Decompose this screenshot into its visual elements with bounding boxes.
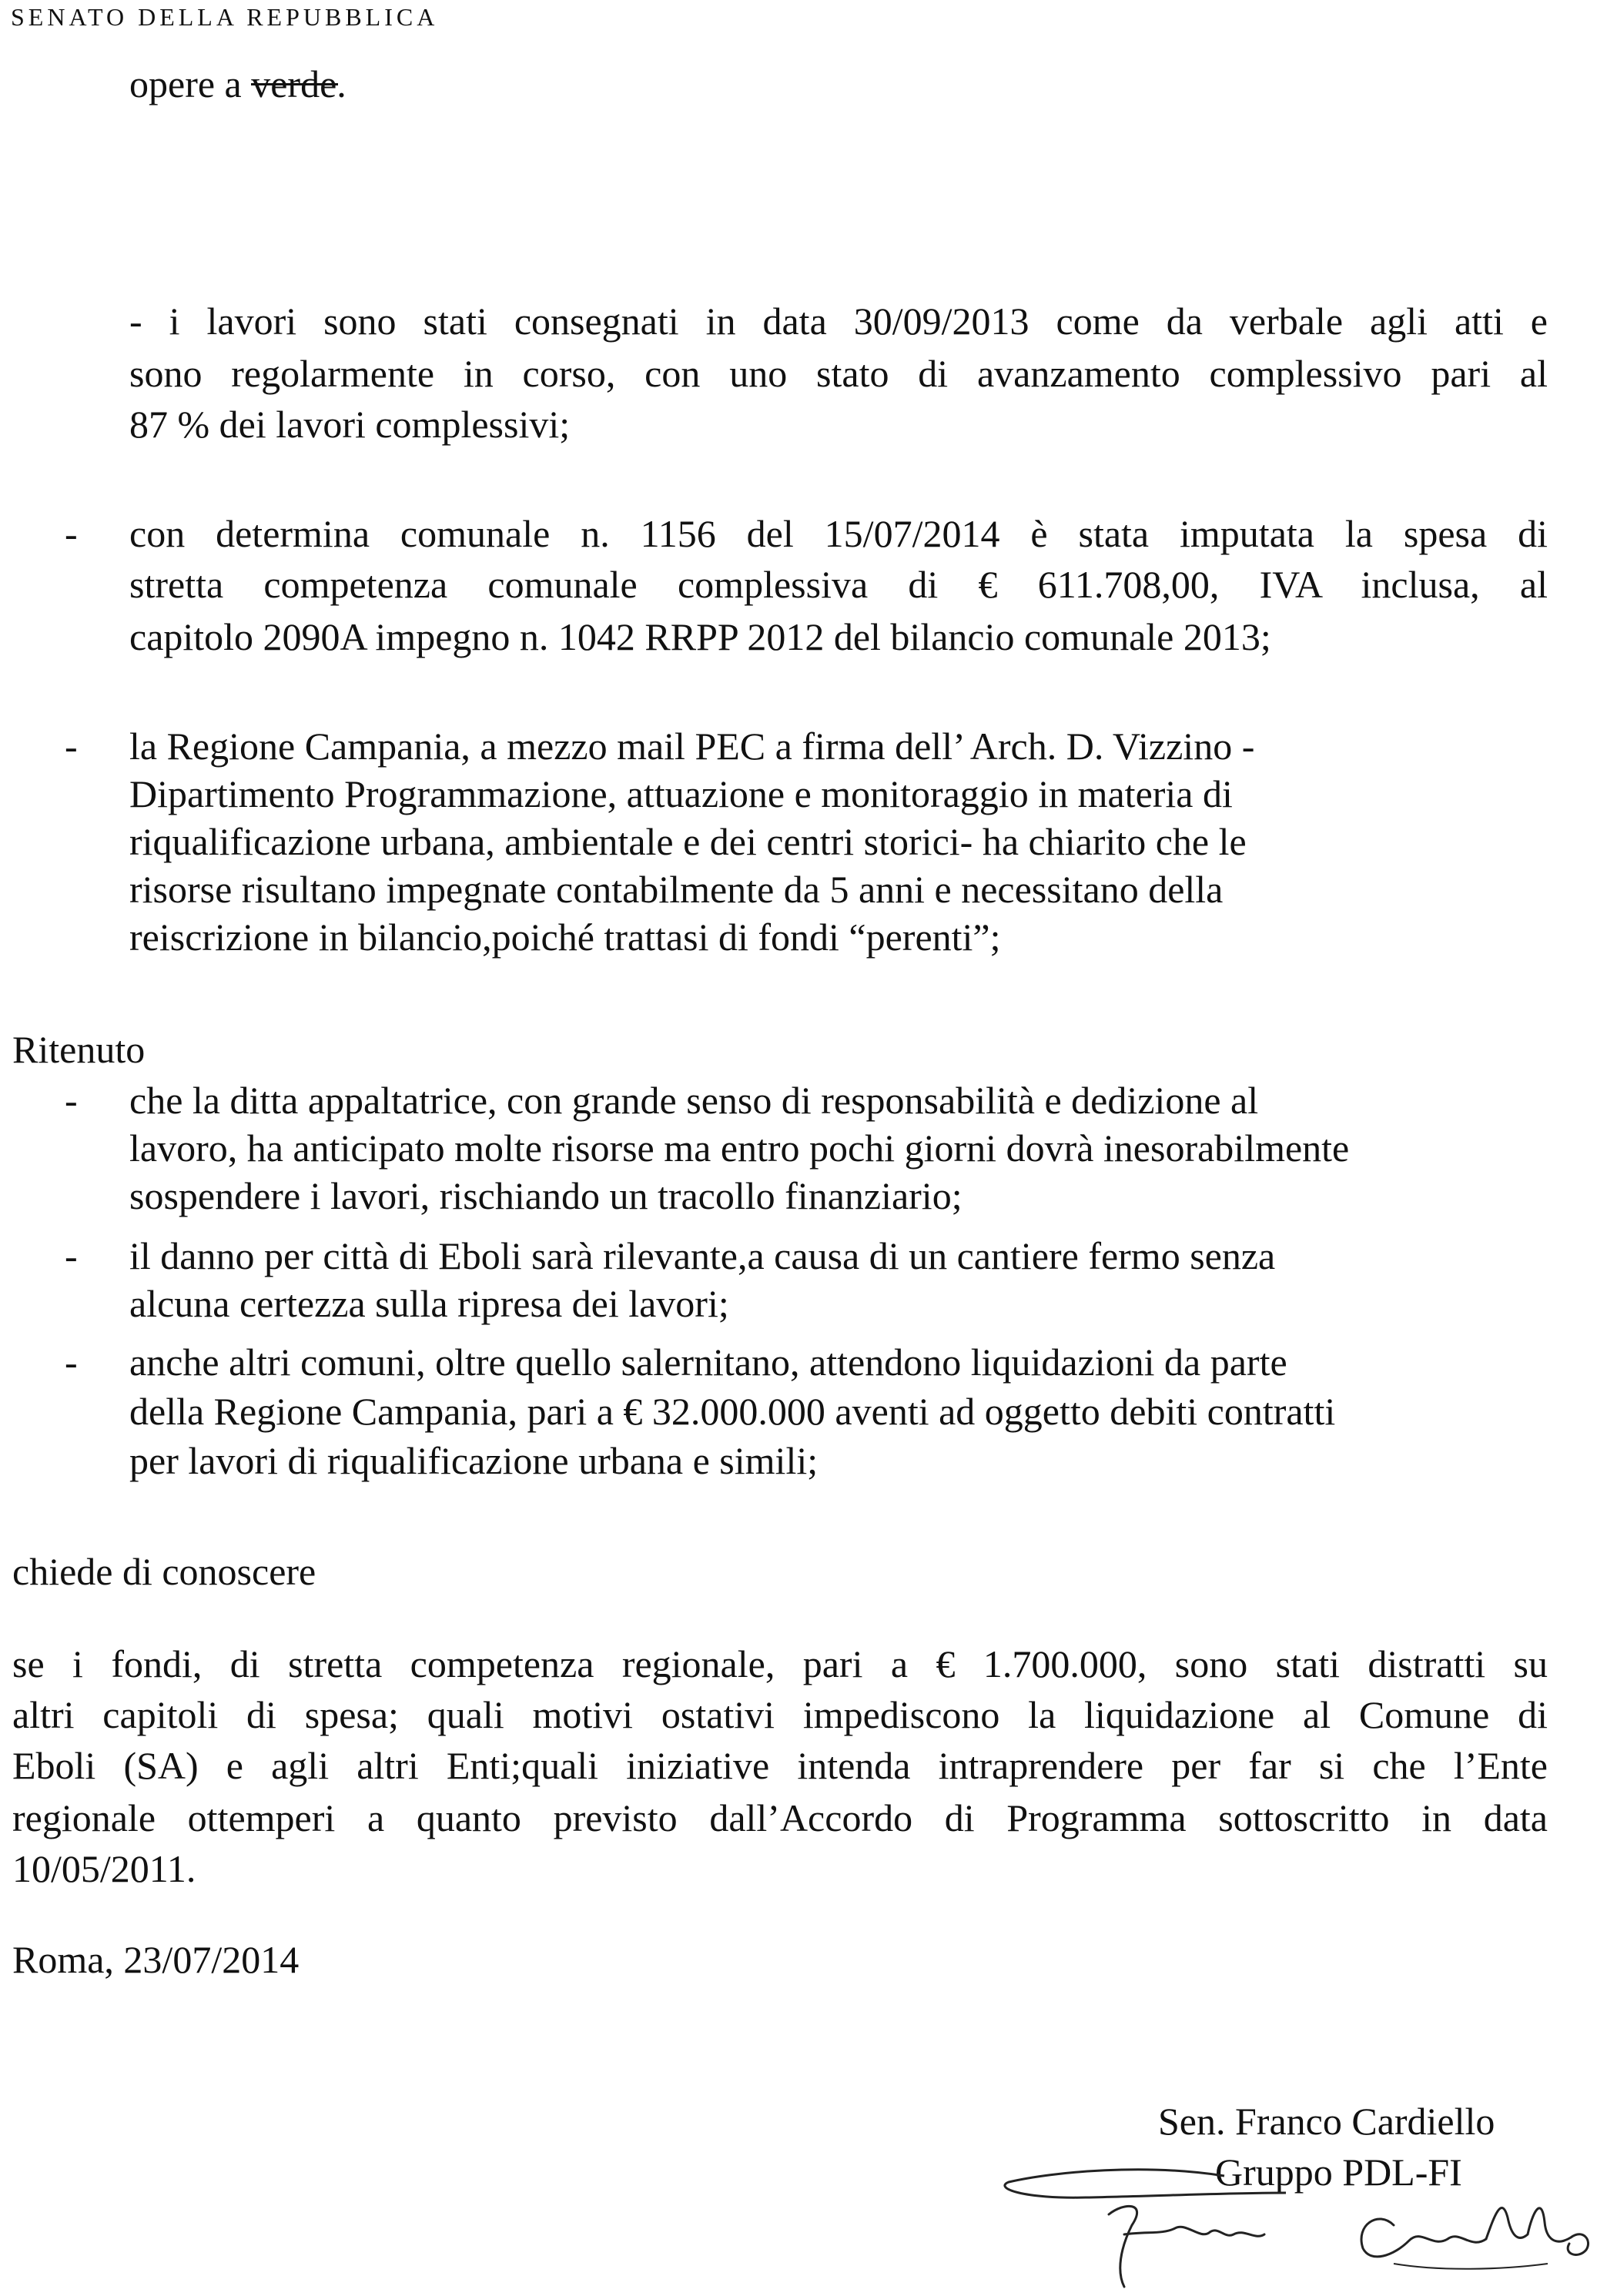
- paragraph-line: della Regione Campania, pari a € 32.000.000 aventi ad oggetto debiti contratti: [129, 1390, 1336, 1433]
- paragraph-line: per lavori di riqualificazione urbana e simili;: [129, 1439, 819, 1482]
- struck-word: verde: [251, 62, 337, 105]
- fragment-prefix: opere a: [129, 62, 252, 105]
- paragraph-line: alcuna certezza sulla ripresa dei lavori;: [129, 1282, 729, 1325]
- section-heading-chiede: chiede di conoscere: [12, 1550, 316, 1593]
- paragraph-line: sospendere i lavori, rischiando un tracollo finanziario;: [129, 1174, 962, 1217]
- paragraph-line: lavoro, ha anticipato molte risorse ma entro pochi giorni dovrà inesorabilmente: [129, 1126, 1350, 1170]
- bullet-dash: -: [65, 725, 78, 768]
- handwritten-signature: [993, 2148, 1609, 2296]
- paragraph-line: riqualificazione urbana, ambientale e dei centri storici- ha chiarito che le: [129, 820, 1247, 863]
- fragment-suffix: .: [336, 62, 346, 105]
- paragraph-line: sono regolarmente in corso, con uno stato di avanzamento complessivo pari al: [129, 352, 1548, 395]
- paragraph-line: che la ditta appaltatrice, con grande senso di responsabilità e dedizione al: [129, 1079, 1259, 1122]
- paragraph-line: altri capitoli di spesa; quali motivi ostativi impediscono la liquidazione al Comune di: [12, 1693, 1548, 1736]
- paragraph-line: Eboli (SA) e agli altri Enti;quali iniziative intenda intraprendere per far si che l’Ente: [12, 1744, 1548, 1787]
- bullet-dash: -: [65, 1079, 78, 1122]
- paragraph-line: se i fondi, di stretta competenza regionale, pari a € 1.700.000, sono stati distratti su: [12, 1642, 1548, 1685]
- continuation-fragment: [129, 62, 346, 105]
- bullet-dash: -: [65, 512, 78, 555]
- paragraph-line: capitolo 2090A impegno n. 1042 RRPP 2012 del bilancio comunale 2013;: [129, 615, 1271, 658]
- bullet-dash: -: [65, 1340, 78, 1384]
- paragraph-line: il danno per città di Eboli sarà rilevante,a causa di un cantiere fermo senza: [129, 1234, 1276, 1277]
- section-heading-ritenuto: Ritenuto: [12, 1028, 146, 1071]
- paragraph-line: anche altri comuni, oltre quello salernitano, attendono liquidazioni da parte: [129, 1340, 1287, 1384]
- bullet-dash: -: [65, 1234, 78, 1277]
- paragraph-line: 87 % dei lavori complessivi;: [129, 403, 571, 446]
- paragraph-line: reiscrizione in bilancio,poiché trattasi di fondi “perenti”;: [129, 915, 1001, 959]
- paragraph-line: la Regione Campania, a mezzo mail PEC a firma dell’ Arch. D. Vizzino -: [129, 725, 1255, 768]
- signatory-name: Sen. Franco Cardiello: [1158, 2100, 1495, 2143]
- paragraph-line: - i lavori sono stati consegnati in data 30/09/2013 come da verbale agli atti e: [129, 300, 1548, 343]
- paragraph-line: risorse risultano impegnate contabilmente da 5 anni e necessitano della: [129, 868, 1224, 911]
- senate-header: SENATO DELLA REPUBBLICA: [11, 3, 439, 31]
- paragraph-line: regionale ottemperi a quanto previsto dall’Accordo di Programma sottoscritto in data: [12, 1796, 1548, 1839]
- place-date: Roma, 23/07/2014: [12, 1938, 300, 1981]
- signatory-group: Gruppo PDL-FI: [1215, 2150, 1462, 2194]
- paragraph-line: 10/05/2011.: [12, 1847, 196, 1890]
- paragraph-line: Dipartimento Programmazione, attuazione e monitoraggio in materia di: [129, 772, 1233, 815]
- paragraph-line: stretta competenza comunale complessiva di € 611.708,00, IVA inclusa, al: [129, 563, 1548, 606]
- paragraph-line: con determina comunale n. 1156 del 15/07/2014 è stata imputata la spesa di: [129, 512, 1548, 555]
